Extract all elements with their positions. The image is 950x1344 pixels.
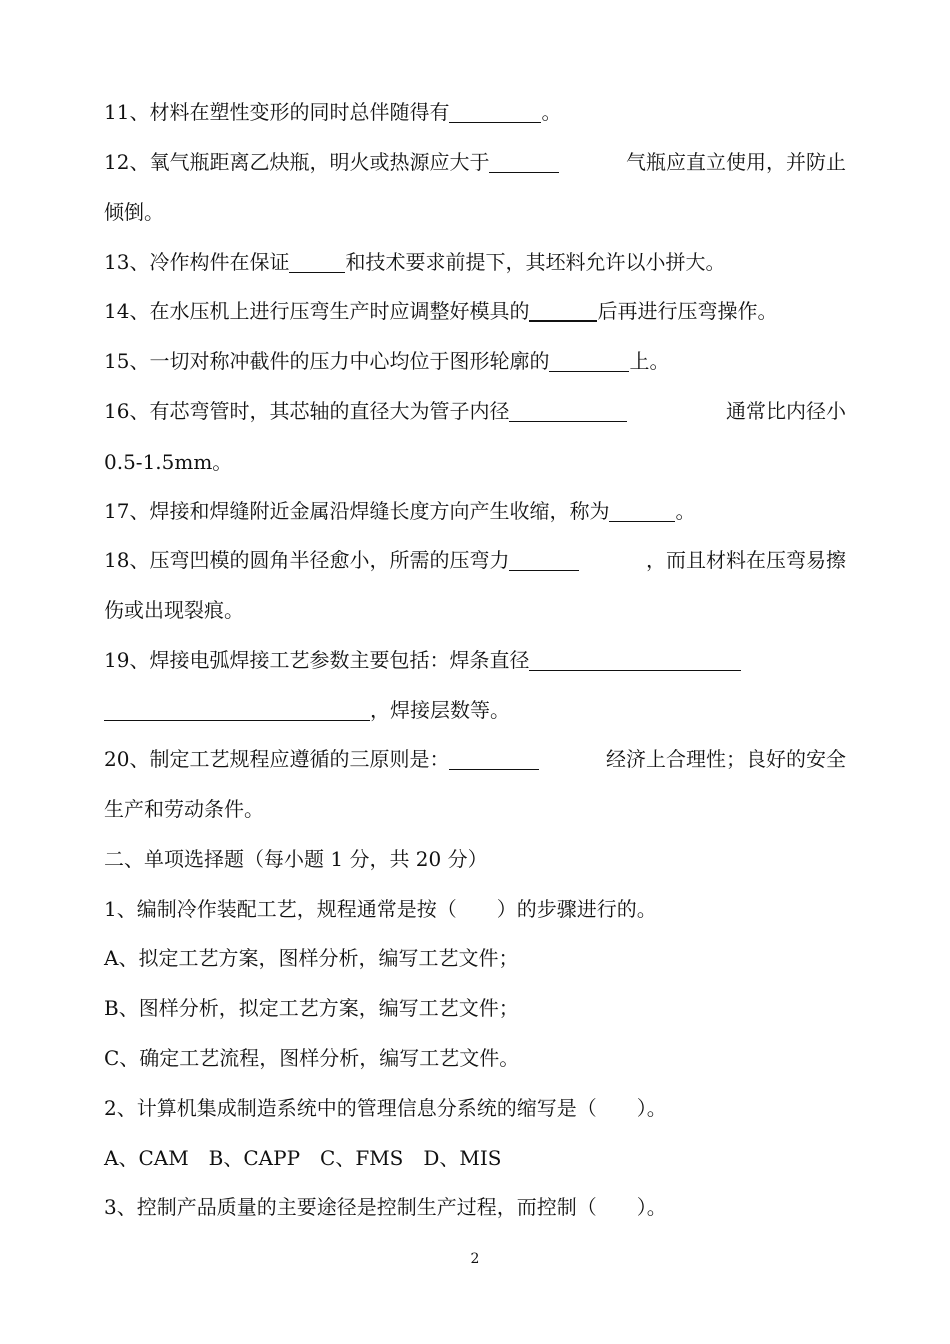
question-19-continued [104,697,510,723]
question-14-text: 14、在水压机上进行压弯生产时应调整好模具的 [104,299,530,323]
answer-blank [529,650,741,671]
question-14-tail: 后再进行压弯操作。 [597,299,778,323]
answer-blank [509,550,579,571]
question-17-tail: 。 [675,499,696,523]
choice-question-3: 3、控制产品质量的主要途径是控制生产过程，而控制（ ）。 [104,1195,667,1219]
question-19-text: 19、焊接电弧焊接工艺参数主要包括：焊条直径 [104,648,530,672]
question-17 [104,498,695,524]
answer-blank [609,501,675,522]
question-15 [104,348,669,374]
question-18-tail: ，而且材料在压弯易擦 [646,548,846,572]
question-12-continued: 倾倒。 [104,200,164,224]
answer-blank [289,252,345,273]
question-16-tail: 通常比内径小 [726,399,846,423]
question-19 [104,647,741,673]
question-13 [104,249,725,275]
choice-option-c: C、确定工艺流程，图样分析，编写工艺文件。 [104,1046,520,1070]
question-16-text: 16、有芯弯管时，其芯轴的直径大为管子内径 [104,398,627,424]
choice-option-a: A、拟定工艺方案，图样分析，编写工艺文件； [104,946,519,970]
question-18 [104,547,846,573]
answer-blank [549,351,629,372]
question-11 [104,99,561,125]
answer-blank [104,700,370,721]
answer-blank [489,152,559,173]
page-number: 2 [470,1251,480,1267]
question-12-tail: 气瓶应直立使用，并防止 [626,150,846,174]
question-14 [104,298,777,324]
answer-blank [449,102,541,123]
answer-blank [509,401,627,422]
question-18-text: 18、压弯凹模的圆角半径愈小，所需的压弯力 [104,547,579,573]
question-20-tail: 经济上合理性；良好的安全 [606,747,846,771]
question-16-continued: 0.5-1.5mm。 [104,450,233,474]
choice-options: A、CAM B、CAPP C、FMS D、MIS [104,1146,502,1170]
question-11-text: 11、材料在塑性变形的同时总伴随得有 [104,100,450,124]
question-20 [104,746,846,772]
question-16 [104,398,846,424]
question-20-continued: 生产和劳动条件。 [104,797,264,821]
choice-question-2: 2、计算机集成制造系统中的管理信息分系统的缩写是（ ）。 [104,1096,667,1120]
answer-blank [449,749,539,770]
choice-question-1: 1、编制冷作装配工艺，规程通常是按（ ）的步骤进行的。 [104,897,657,921]
question-20-text: 20、制定工艺规程应遵循的三原则是： [104,746,539,772]
question-13-text: 13、冷作构件在保证 [104,250,290,274]
question-18-continued: 伤或出现裂痕。 [104,598,244,622]
section-heading: 二、单项选择题（每小题 1 分，共 20 分） [104,847,488,871]
question-12-text: 12、氧气瓶距离乙炔瓶，明火或热源应大于 [104,149,559,175]
question-15-tail: 上。 [629,349,670,373]
choice-option-b: B、图样分析，拟定工艺方案，编写工艺文件； [104,996,519,1020]
question-15-text: 15、一切对称冲截件的压力中心均位于图形轮廓的 [104,349,550,373]
question-17-text: 17、焊接和焊缝附近金属沿焊缝长度方向产生收缩，称为 [104,499,610,523]
question-19-tail: ，焊接层数等。 [370,698,510,722]
answer-blank [529,300,597,322]
question-13-tail: 和技术要求前提下，其坯料允许以小拼大。 [345,250,726,274]
question-12 [104,149,846,175]
question-11-tail: 。 [541,100,562,124]
